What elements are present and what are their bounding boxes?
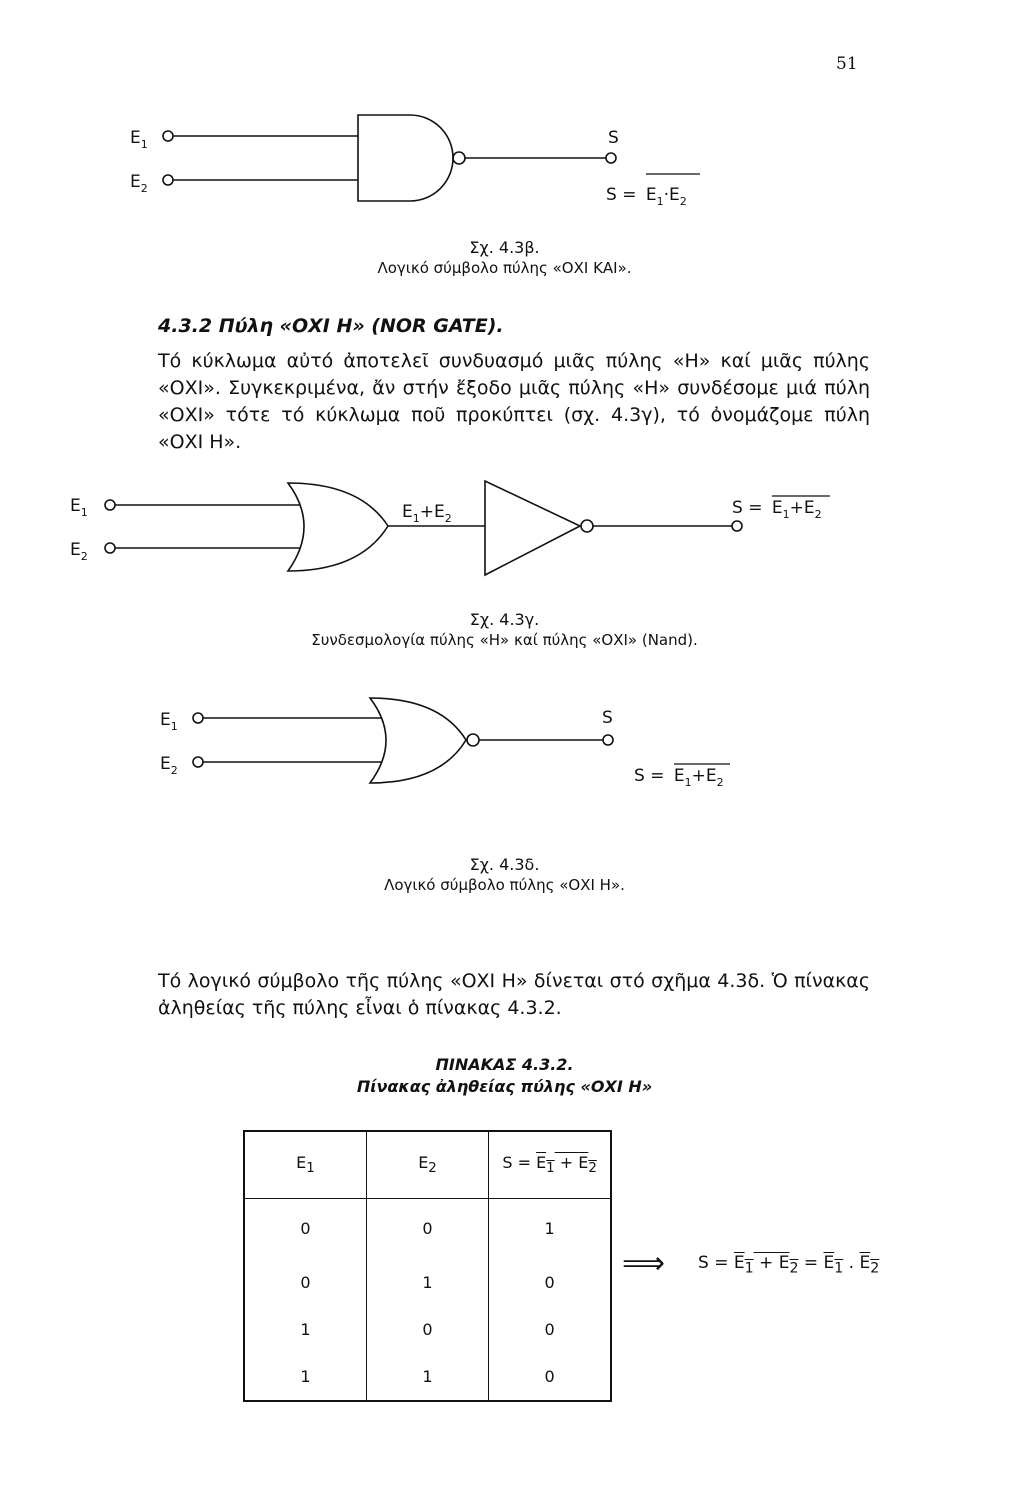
label-output-s: S — [608, 128, 619, 148]
cell-e1: 1 — [244, 1306, 366, 1353]
header-e1: $E_1$ — [244, 1131, 366, 1199]
cell-s: 0 — [489, 1306, 611, 1353]
header-output: $S = E_1 + E_2$ — [489, 1131, 611, 1199]
section-heading: 4.3.2 Πύλη «ΟΧΙ Η» (NOR GATE). — [158, 315, 504, 337]
label-e1: $E_1$ — [130, 128, 148, 151]
or-gate-body — [288, 483, 388, 571]
label-e2: $E_2$ — [130, 172, 148, 195]
equation-nor: S = $E_1+E_2$ — [634, 766, 724, 789]
label-e1: $E_1$ — [70, 496, 88, 519]
input-terminal-e1 — [163, 131, 173, 141]
caption-title: Σχ. 4.3β. — [469, 238, 540, 257]
input-terminal-e1 — [193, 713, 203, 723]
figure-d-caption — [0, 855, 1009, 895]
cell-e1: 1 — [244, 1353, 366, 1401]
table-caption — [0, 1054, 1009, 1098]
nor-gate-diagram — [150, 695, 790, 805]
output-terminal — [606, 153, 616, 163]
label-e2: $E_2$ — [70, 540, 88, 563]
cell-e2: 0 — [366, 1306, 488, 1353]
truth-table — [243, 1130, 612, 1402]
label-intermediate: $E_1+E_2$ — [402, 502, 452, 525]
or-gate-body — [370, 698, 466, 783]
input-terminal-e2 — [193, 757, 203, 767]
equation-nor: S = $E_1+E_2$ — [732, 498, 822, 521]
table-title: ΠΙΝΑΚΑΣ 4.3.2. — [435, 1055, 574, 1074]
caption-text: Λογικό σύμβολο πύλης «ΟΧΙ ΚΑΙ». — [377, 259, 632, 277]
output-terminal — [732, 521, 742, 531]
table-row — [244, 1353, 611, 1401]
cell-e1: 0 — [244, 1259, 366, 1306]
input-terminal-e2 — [163, 175, 173, 185]
label-e1: $E_1$ — [160, 710, 178, 733]
and-gate-body — [358, 115, 453, 201]
de-morgan-formula: $S = E_1 + E_2 = E_1$ . $E_2$ — [698, 1253, 880, 1277]
not-gate-body — [485, 481, 580, 575]
input-terminal-e2 — [105, 543, 115, 553]
label-e2: $E_2$ — [160, 754, 178, 777]
nand-gate-diagram — [100, 110, 780, 230]
cell-s: 0 — [489, 1353, 611, 1401]
or-not-diagram — [60, 475, 860, 585]
page-number: 51 — [836, 54, 858, 74]
cell-s: 1 — [489, 1199, 611, 1259]
cell-e2: 1 — [366, 1353, 488, 1401]
equation-nand: S = $E_1\cdot E_2$ — [606, 185, 687, 208]
inversion-bubble — [581, 520, 593, 532]
caption-text: Λογικό σύμβολο πύλης «ΟΧΙ Η». — [384, 876, 625, 894]
paragraph-intro: Τό κύκλωμα αὐτό ἀποτελεῖ συνδυασμό μιᾶς πύλης «Η» καί μιᾶς πύλης «ΟΧΙ». Συγκεκριμένα, ἄν στήν ἔξοδο μιᾶς πύλης «Η» συνδέσομε μιά πύλη «ΟΧΙ» τότε τό κύκλωμα ποῦ προκύπτει (σχ. 4.3γ), τό ὀνομάζομε πύλη «ΟΧΙ Η». — [158, 350, 870, 453]
cell-e2: 1 — [366, 1259, 488, 1306]
caption-text: Συνδεσμολογία πύλης «Η» καί πύλης «ΟΧΙ» (Nand). — [311, 631, 698, 649]
table-row — [244, 1306, 611, 1353]
cell-e2: 0 — [366, 1199, 488, 1259]
inversion-bubble — [453, 152, 465, 164]
caption-title: Σχ. 4.3δ. — [469, 855, 540, 874]
header-e2: $E_2$ — [366, 1131, 488, 1199]
table-row — [244, 1259, 611, 1306]
label-output-s: S — [602, 708, 613, 728]
output-terminal — [603, 735, 613, 745]
table-subtitle: Πίνακας ἀληθείας πύλης «ΟΧΙ Η» — [356, 1077, 653, 1096]
table-header-row — [244, 1131, 611, 1199]
cell-s: 0 — [489, 1259, 611, 1306]
inversion-bubble — [467, 734, 479, 746]
caption-title: Σχ. 4.3γ. — [469, 610, 540, 629]
paragraph-table-intro: Τό λογικό σύμβολο τῆς πύλης «ΟΧΙ Η» δίνεται στό σχῆμα 4.3δ. Ὁ πίνακας ἀληθείας τῆς πύλης εἶναι ὁ πίνακας 4.3.2. — [158, 970, 870, 1019]
figure-g-caption — [0, 610, 1009, 650]
input-terminal-e1 — [105, 500, 115, 510]
table-row — [244, 1199, 611, 1259]
figure-b-caption — [0, 238, 1009, 278]
implies-arrow: ⟹ — [622, 1246, 666, 1281]
cell-e1: 0 — [244, 1199, 366, 1259]
